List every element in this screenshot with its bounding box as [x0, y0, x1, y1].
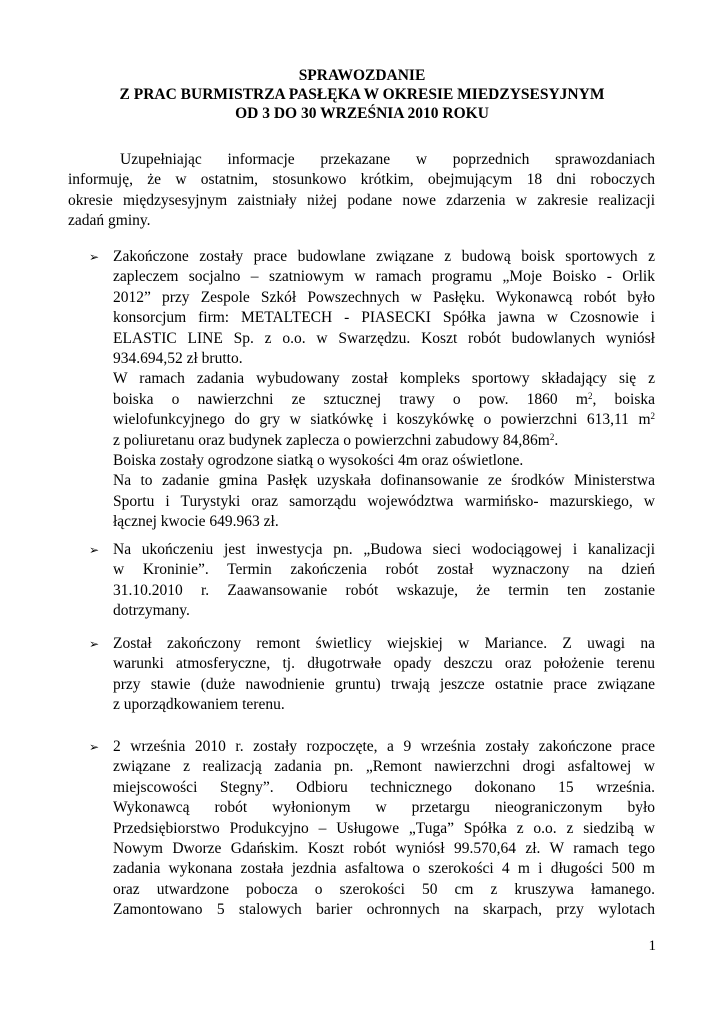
list-item-line: z uporządkowaniem terenu. — [113, 696, 285, 714]
list-item-line: w Kroninie”. Termin zakończenia robót został wyznaczony na dzień — [113, 561, 655, 579]
list-item-kronin — [113, 540, 655, 622]
list-item-line: 31.10.2010 r. Zaawansowanie robót wskazuje, że termin ten zostanie — [113, 581, 655, 599]
list-item-line: warunki atmosferyczne, tj. długotrwałe opady deszczu oraz położenie terenu — [113, 655, 655, 673]
intro-line: okresie międzysesyjnym zaistniały niżej podane nowe zdarzenia w zakresie realizacji — [68, 191, 655, 209]
bullet-arrow-icon: ➢ — [89, 543, 100, 557]
page-number: 1 — [648, 938, 656, 954]
list-item-line: wielofunkcyjnego do gry w siatkówkę i koszykówkę o powierzchni 613,11 $m^2$ — [113, 411, 655, 429]
intro-paragraph — [68, 150, 655, 232]
list-item-line: Zakończone zostały prace budowlane związane z budową boisk sportowych z — [113, 248, 655, 265]
list-item-line: 934.694,52 zł brutto. — [113, 349, 243, 367]
intro-line: informuję, że w ostatnim, stosunkowo krótkim, obejmującym 18 dni roboczych — [68, 171, 655, 189]
list-item-marianka — [113, 634, 655, 716]
list-item-line: W ramach zadania wybudowany został kompleks sportowy składający się z — [113, 370, 655, 388]
list-item-line: Boiska zostały ogrodzone siatką o wysokości 4m oraz oświetlone. — [113, 451, 524, 469]
list-item-line: Został zakończony remont świetlicy wiejskiej w Mariance. Z uwagi na — [113, 635, 655, 652]
list-item-line: oraz utwardzone pobocza o szerokości 50 cm z kruszywa łamanego. — [113, 880, 655, 898]
bullet-arrow-icon: ➢ — [89, 250, 100, 264]
list-item-line: Zamontowano 5 stalowych barier ochronnych na skarpach, przy wylotach — [113, 901, 655, 919]
bullet-arrow-icon: ➢ — [89, 740, 100, 754]
intro-line: Uzupełniając informacje przekazane w poprzednich sprawozdaniach — [120, 151, 655, 168]
list-item-stegny — [113, 737, 655, 921]
list-item-line: boiska o nawierzchni ze sztucznej trawy o pow. 1860 $m^2$, boiska — [113, 390, 655, 408]
list-item-line: zadania wykonana została jezdnia asfaltowa o szerokości 4 m i długości 500 m — [113, 860, 655, 878]
list-item-line: konsorcjum firm: METALTECH - PIASECKI Spółka jawna w Czosnowie i — [113, 309, 655, 327]
list-item-line: Nowym Dworze Gdańskim. Koszt robót wyniósł 99.570,64 zł. W ramach tego — [113, 839, 655, 857]
title-line-1: SPRAWOZDANIE — [298, 67, 426, 84]
superscript-two: 2 — [549, 431, 555, 442]
list-item-line: dotrzymany. — [113, 602, 190, 620]
list-item-line: z poliuretanu oraz budynek zaplecza o powierzchni zabudowy $84,86m^2$. — [113, 431, 559, 449]
superscript-two: 2 — [650, 411, 655, 422]
list-item-line: zapleczem socjalno – szatniowym w ramach programu „Moje Boisko - Orlik — [113, 268, 655, 286]
list-item-line: Wykonawcą robót wyłonionym w przetargu nieograniczonym było — [113, 799, 655, 817]
list-item-line: Na ukończeniu jest inwestycja pn. „Budowa sieci wodociągowej i kanalizacji — [113, 541, 655, 558]
list-item-line: Na to zadanie gmina Pasłęk uzyskała dofinansowanie ze środków Ministerstwa — [113, 472, 655, 490]
title-line-3: OD 3 DO 30 WRZEŚNIA 2010 ROKU — [235, 105, 489, 122]
list-item-line: 2012” przy Zespole Szkół Powszechnych w Pasłęku. Wykonawcą robót było — [113, 288, 655, 306]
list-item-line: łącznej kwocie 649.963 zł. — [113, 513, 279, 531]
list-item-line: Przedsiębiorstwo Produkcyjno – Usługowe „Tuga” Spółka z o.o. z siedzibą w — [113, 819, 655, 837]
list-item-orlik — [113, 247, 655, 532]
title-line-2: Z PRAC BURMISTRZA PASŁĘKA W OKRESIE MIEDZYSESYJNYM — [119, 86, 605, 103]
list-item-line: 2 września 2010 r. zostały rozpoczęte, a 9 września zostały zakończone prace — [113, 738, 655, 755]
bullet-arrow-icon: ➢ — [89, 637, 100, 651]
list-item-line: związane z realizacją zadania pn. „Remont nawierzchni drogi asfaltowej w — [113, 758, 655, 776]
list-item-line: Sportu i Turystyki oraz samorządu województwa warmińsko- mazurskiego, w — [113, 492, 655, 510]
list-item-line: przy stawie (duże nawodnienie gruntu) trwają jeszcze ostatnie prace związane — [113, 675, 655, 693]
document-title — [0, 66, 724, 123]
intro-line: zadań gminy. — [68, 212, 151, 230]
list-item-line: miejscowości Stegny”. Odbioru technicznego dokonano 15 września. — [113, 778, 655, 796]
superscript-two: 2 — [587, 390, 593, 401]
list-item-line: ELASTIC LINE Sp. z o.o. w Swarzędzu. Koszt robót budowlanych wyniósł — [113, 329, 655, 347]
